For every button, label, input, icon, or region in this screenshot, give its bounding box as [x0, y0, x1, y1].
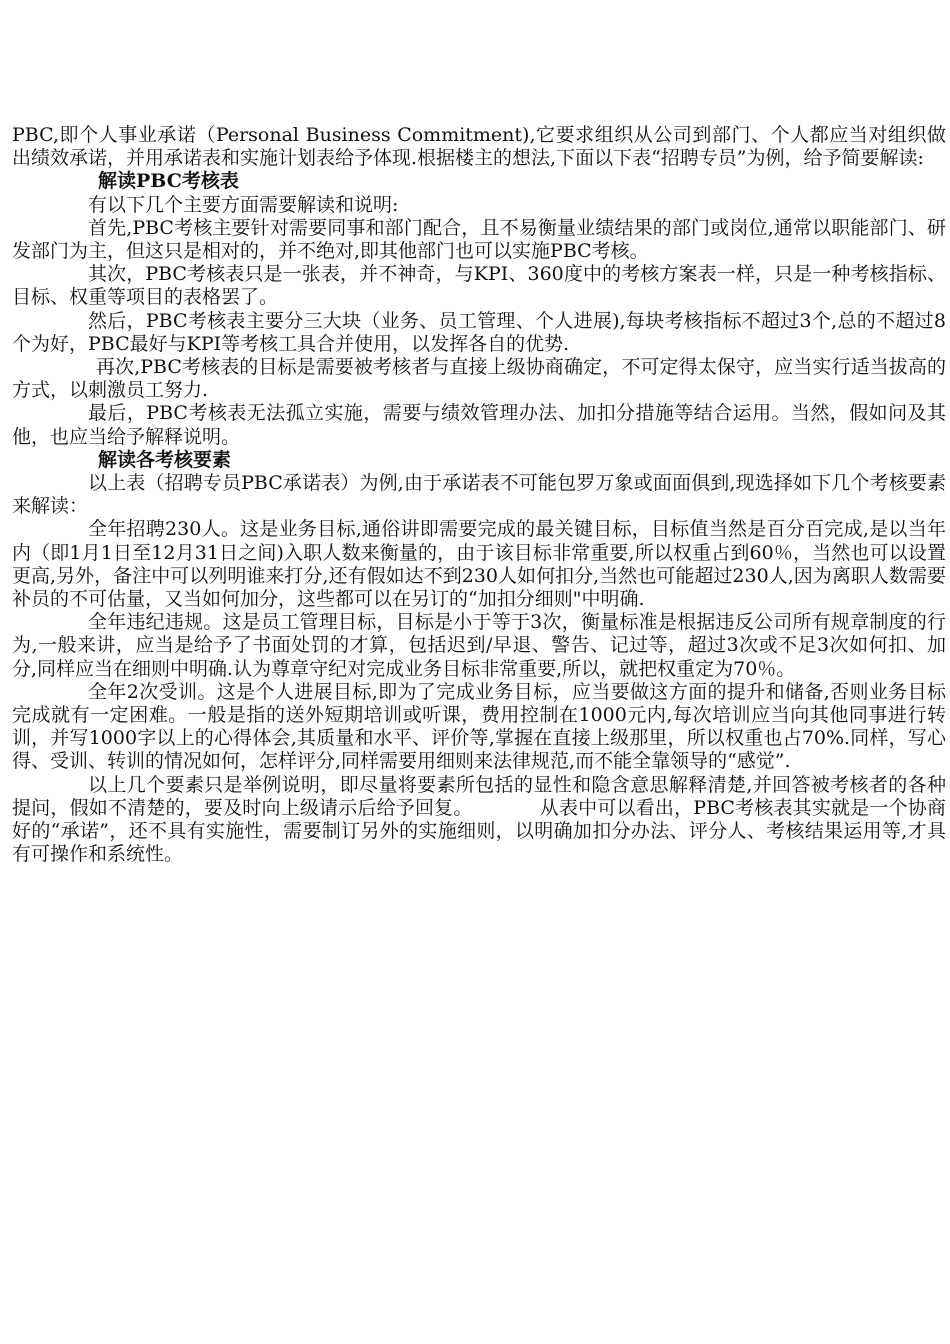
paragraph: 全年违纪违规。这是员工管理目标，目标是小于等于3次，衡量标准是根据违反公司所有规章制度的行为,一般来讲，应当是给予了书面处罚的才算，包括迟到/早退、警告、记过等，超过3次或不足3次如何扣、加分,同样应当在细则中明确.认为尊章守纪对完成业务目标非常重要,所以，就把权重定为70％。 [12, 611, 946, 680]
paragraph: 有以下几个主要方面需要解读和说明: [88, 193, 399, 216]
paragraph: 再次,PBC考核表的目标是需要被考核者与直接上级协商确定，不可定得太保守，应当实行适当拔高的方式，以刺激员工努力. [12, 356, 946, 402]
paragraph: 全年2次受训。这是个人进展目标,即为了完成业务目标，应当要做这方面的提升和储备,否则业务目标完成就有一定困难。一般是指的送外短期培训或听课，费用控制在1000元内,每次培训应当向其他同事进行转训，并写1000字以上的心得体会,其质量和水平、评价等,掌握在直接上级那里，所以权重也占70%.同样，写心得、受训、转训的情况如何，怎样评分,同样需要用细则来法律规范,而不能全靠领导的“感觉”. [12, 680, 946, 773]
section-heading-pbc-table: 解读PBC考核表 [98, 170, 239, 193]
document-body [12, 124, 946, 867]
paragraph: 以上表（招聘专员PBC承诺表）为例,由于承诺表不可能包罗万象或面面俱到,现选择如下几个考核要素来解读： [12, 472, 946, 518]
paragraph: 其次，PBC考核表只是一张表，并不神奇，与KPI、360度中的考核方案表一样，只是一种考核指标、目标、权重等项目的表格罢了。 [12, 263, 946, 309]
paragraph: 最后，PBC考核表无法孤立实施，需要与绩效管理办法、加扣分措施等结合运用。当然，假如问及其他，也应当给予解释说明。 [12, 402, 946, 448]
paragraph: 首先,PBC考核主要针对需要同事和部门配合，且不易衡量业绩结果的部门或岗位,通常以职能部门、研发部门为主，但这只是相对的，并不绝对,即其他部门也可以实施PBC考核。 [12, 216, 946, 263]
paragraph: 全年招聘230人。这是业务目标,通俗讲即需要完成的最关键目标，目标值当然是百分百完成,是以当年内（即1月1日至12月31日之间)入职人数来衡量的，由于该目标非常重要,所以权重占到60％，当然也可以设置更高,另外，备注中可以列明谁来打分,还有假如达不到230人如何扣分,当然也可能超过230人,因为离职人数需要补员的不可估量，又当如何加分，这些都可以在另订的“加扣分细则"中明确. [12, 518, 946, 611]
section-heading-elements: 解读各考核要素 [98, 448, 232, 471]
intro-paragraph: PBC,即个人事业承诺（Personal Business Commitment),它要求组织从公司到部门、个人都应当对组织做出绩效承诺，并用承诺表和实施计划表给予体现.根据楼主的想法,下面以下表“招聘专员”为例，给予简要解读: [12, 124, 946, 170]
paragraph: 然后，PBC考核表主要分三大块（业务、员工管理、个人进展),每块考核指标不超过3个,总的不超过8个为好，PBC最好与KPI等考核工具合并使用，以发挥各自的优势. [12, 309, 946, 355]
paragraph: 以上几个要素只是举例说明，即尽量将要素所包括的显性和隐含意思解释清楚,并回答被考核者的各种提问，假如不清楚的，要及时向上级请示后给予回复。 从表中可以看出，PBC考核表其实就是一个协商好的“承诺”，还不具有实施性，需要制订另外的实施细则，以明确加扣分办法、评分人、考核结果运用等,才具有可操作和系统性。 [12, 773, 946, 866]
